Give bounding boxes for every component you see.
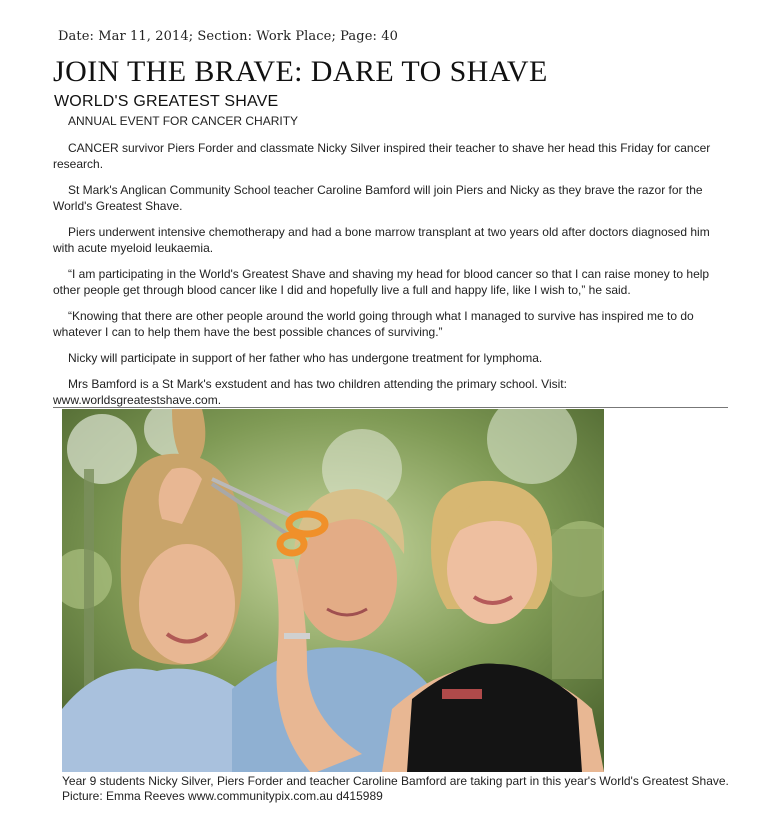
paragraph: Nicky will participate in support of her father who has undergone treatment for lymphoma. xyxy=(68,351,543,365)
divider xyxy=(53,407,728,408)
paragraph: St Mark's Anglican Community School teacher Caroline Bamford will join Piers and Nicky as they brave the razor for the World's Greatest Shave. xyxy=(53,183,703,213)
paragraph: Piers underwent intensive chemotherapy and had a bone marrow transplant at two years old after doctors diagnosed him with acute myeloid leukaemia. xyxy=(53,225,710,255)
headline: JOIN THE BRAVE: DARE TO SHAVE xyxy=(53,55,548,88)
paragraph: “I am participating in the World's Greatest Shave and shaving my head for blood cancer so that I can raise money to help other people get through blood cancer like I did and hopefully live a full and happy life, like I wish to,” he said. xyxy=(53,267,710,297)
article-body xyxy=(53,140,733,418)
photo-caption: Year 9 students Nicky Silver, Piers Forder and teacher Caroline Bamford are taking part in this year's World's Greatest Shave. Picture: Emma Reeves www.communitypix.com.au d415989 xyxy=(62,774,729,803)
paragraph: CANCER survivor Piers Forder and classmate Nicky Silver inspired their teacher to shave her head this Friday for cancer research. xyxy=(53,141,711,171)
paragraph: “Knowing that there are other people around the world going through what I managed to survive has inspired me to do whatever I can to help them have the best possible chances of surviving.” xyxy=(53,309,694,339)
dateline: Date: Mar 11, 2014; Section: Work Place; Page: 40 xyxy=(58,29,398,44)
paragraph: Mrs Bamford is a St Mark's exstudent and has two children attending the primary school. Visit: www.worldsgreatestshave.com. xyxy=(53,377,567,407)
kicker: ANNUAL EVENT FOR CANCER CHARITY xyxy=(68,114,299,128)
article-photo xyxy=(62,409,604,772)
photo-illustration xyxy=(62,409,604,772)
subheadline: WORLD'S GREATEST SHAVE xyxy=(54,93,279,110)
